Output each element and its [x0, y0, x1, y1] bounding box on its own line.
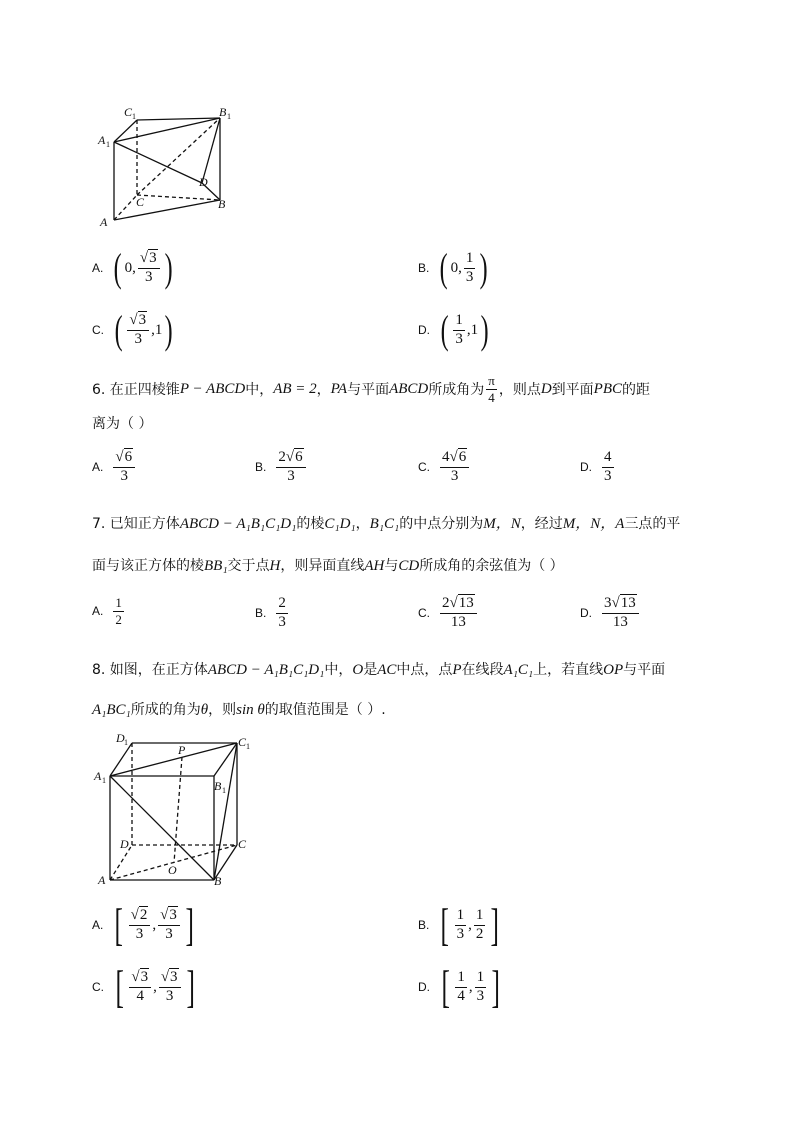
q5-option-b[interactable]: B. ( 0, $\frac{1}{3}$ ) — [418, 245, 489, 290]
label-a1: A — [98, 133, 106, 147]
label-a: A — [100, 215, 108, 229]
q8-option-a[interactable]: A. [ $\frac{√2}{3}$ , $\frac{√3}{3}$ ] — [92, 899, 194, 950]
svg-text:1: 1 — [106, 140, 110, 149]
q7-option-a[interactable]: A. $\frac{1}{2}$ — [92, 595, 122, 627]
q5-option-a[interactable]: A. ( 0, $\frac{√3}{3}$ ) — [92, 245, 173, 290]
q6-option-b[interactable]: B. $\frac{2√6}{3}$ — [255, 450, 308, 485]
label-o: O — [168, 863, 177, 877]
q8-stem-line1: 8. 如图，在正方体ABCD − A₁B₁C₁D₁中，O是AC中点，点P在线段A₁C₁上，若直线OP与平面 — [92, 662, 666, 678]
q7-option-b[interactable]: B. $\frac{2}{3}$ — [255, 595, 286, 630]
label-b1: B — [214, 779, 222, 793]
label-b: B — [218, 197, 226, 211]
label-c: C — [238, 837, 247, 851]
svg-text:1: 1 — [246, 742, 250, 751]
label-d1: D — [116, 731, 125, 745]
svg-text:1: 1 — [124, 738, 128, 747]
label-p: P — [178, 743, 186, 757]
svg-text:1: 1 — [227, 112, 231, 121]
label-a1: A — [94, 769, 102, 783]
svg-text:1: 1 — [222, 786, 226, 795]
label-d: D — [120, 837, 129, 851]
cube-figure — [92, 728, 262, 893]
label-b1: B — [219, 105, 227, 119]
q8-stem-line2: A₁BC₁所成的角为θ，则sin θ的取值范围是（ ）. — [92, 702, 386, 718]
label-a: A — [98, 873, 106, 887]
prism-figure — [92, 100, 242, 235]
q7-stem-line2: 面与该正方体的棱BB₁交于点H，则异面直线AH与CD所成角的余弦值为（ ） — [92, 558, 564, 574]
q5-option-d[interactable]: D. ( $\frac{1}{3}$ ,1 ) — [418, 307, 489, 352]
q8-option-d[interactable]: D. [ $\frac{1}{4}$ , $\frac{1}{3}$ ] — [418, 961, 500, 1012]
label-b: B — [214, 874, 222, 888]
svg-text:1: 1 — [132, 112, 136, 121]
label-c1: C — [238, 735, 247, 749]
q7-option-d[interactable]: D. $\frac{3√13}{13}$ — [580, 596, 641, 631]
svg-text:1: 1 — [102, 776, 106, 785]
q8-option-b[interactable]: B. [ $\frac{1}{3}$ , $\frac{1}{2}$ ] — [418, 899, 500, 950]
q6-option-d[interactable]: D. $\frac{4}{3}$ — [580, 449, 612, 484]
label-c: C — [136, 195, 145, 209]
q6-option-a[interactable]: A. $\frac{√6}{3}$ — [92, 450, 137, 485]
label-d: D — [199, 175, 208, 189]
q7-option-c[interactable]: C. $\frac{2√13}{13}$ — [418, 596, 479, 631]
label-c1: C — [124, 105, 133, 119]
q7-stem-line1: 7. 已知正方体ABCD − A₁B₁C₁D₁的棱C₁D₁，B₁C₁的中点分别为M，N，经过M，N，A三点的平 — [92, 516, 681, 532]
q6-option-c[interactable]: C. $\frac{4√6}{3}$ — [418, 450, 471, 485]
q5-option-c[interactable]: C. ( $\frac{√3}{3}$ ,1 ) — [92, 307, 173, 352]
q8-option-c[interactable]: C. [ $\frac{√3}{4}$ , $\frac{√3}{3}$ ] — [92, 961, 195, 1012]
q6-stem-line1: 6. 在正四棱锥 P − ABCD 中， AB = 2 ， PA 与平面 ABCD 所成角为 $\frac{\pi}{4}$ ，则点 D 到平面 PBC 的距 — [92, 373, 651, 405]
q6-stem-line2: 离为（ ） — [92, 416, 153, 432]
